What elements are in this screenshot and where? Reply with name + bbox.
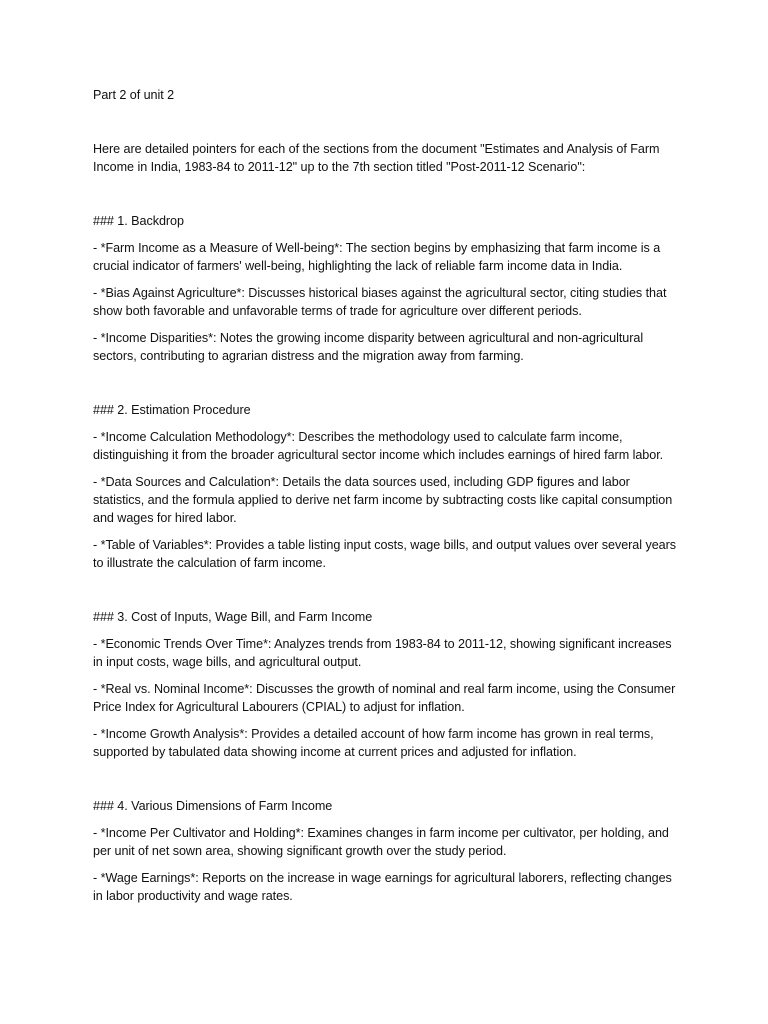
section-backdrop	[93, 212, 678, 365]
intro-paragraph: Here are detailed pointers for each of the sections from the document "Estimates and Analysis of Farm Income in India, 1983-84 to 2011-12" up to the 7th section titled "Post-2011-12 Scenario":	[93, 142, 660, 174]
document-body	[93, 86, 678, 905]
bullet-item: - *Income Calculation Methodology*: Describes the methodology used to calculate farm income, distinguishing it from the broader agricultural sector income which includes earnings of hired farm labor.	[93, 430, 664, 462]
bullet-item: - *Bias Against Agriculture*: Discusses historical biases against the agricultural sector, citing studies that show both favorable and unfavorable terms of trade for agriculture over different periods.	[93, 286, 667, 318]
section-heading: ### 4. Various Dimensions of Farm Income	[93, 799, 333, 813]
part-title: Part 2 of unit 2	[93, 88, 175, 102]
bullet-item: - *Income Growth Analysis*: Provides a detailed account of how farm income has grown in real terms, supported by tabulated data showing income at current prices and adjusted for inflation.	[93, 727, 654, 759]
section-heading: ### 3. Cost of Inputs, Wage Bill, and Farm Income	[93, 610, 373, 624]
bullet-item: - *Wage Earnings*: Reports on the increase in wage earnings for agricultural laborers, reflecting changes in labor productivity and wage rates.	[93, 871, 672, 903]
bullet-item: - *Data Sources and Calculation*: Details the data sources used, including GDP figures and labor statistics, and the formula applied to derive net farm income by subtracting costs like capital consumption and wages for hired labor.	[93, 475, 673, 525]
bullet-item: - *Income Per Cultivator and Holding*: Examines changes in farm income per cultivator, per holding, and per unit of net sown area, showing significant growth over the study period.	[93, 826, 669, 858]
bullet-item: - *Economic Trends Over Time*: Analyzes trends from 1983-84 to 2011-12, showing significant increases in input costs, wage bills, and agricultural output.	[93, 637, 672, 669]
section-cost-of-inputs	[93, 608, 678, 761]
bullet-item: - *Income Disparities*: Notes the growing income disparity between agricultural and non-agricultural sectors, contributing to agrarian distress and the migration away from farming.	[93, 331, 644, 363]
section-heading: ### 2. Estimation Procedure	[93, 403, 251, 417]
bullet-item: - *Farm Income as a Measure of Well-being*: The section begins by emphasizing that farm income is a crucial indicator of farmers' well-being, highlighting the lack of reliable farm income data in India.	[93, 241, 661, 273]
section-heading: ### 1. Backdrop	[93, 214, 184, 228]
section-estimation-procedure	[93, 401, 678, 572]
bullet-item: - *Table of Variables*: Provides a table listing input costs, wage bills, and output values over several years to illustrate the calculation of farm income.	[93, 538, 676, 570]
bullet-item: - *Real vs. Nominal Income*: Discusses the growth of nominal and real farm income, using the Consumer Price Index for Agricultural Labourers (CPIAL) to adjust for inflation.	[93, 682, 676, 714]
section-dimensions-of-farm-income	[93, 797, 678, 905]
